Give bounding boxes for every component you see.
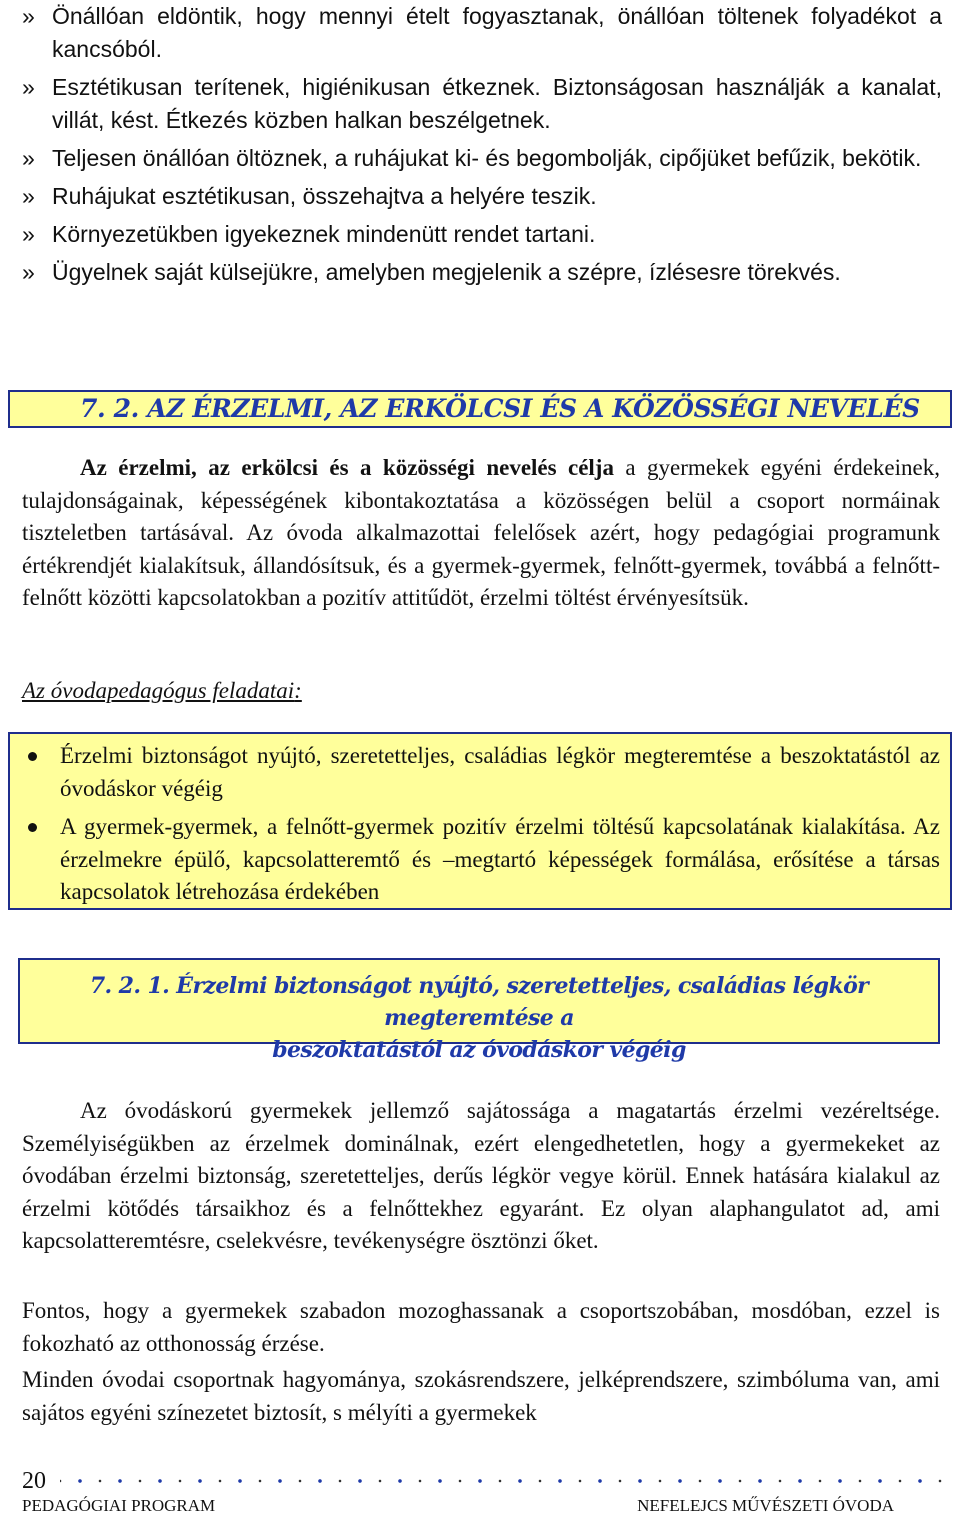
footer-right-text: NEFELEJCS MŰVÉSZETI ÓVODA xyxy=(637,1496,894,1515)
paragraph-text: Fontos, hogy a gyermekek szabadon mozoghassanak a csoportszobában, mosdóban, ezzel is fokozható az otthonosság érzése. xyxy=(22,1298,940,1356)
task-item xyxy=(24,740,940,805)
list-item-text: Ruhájukat esztétikusan, összehajtva a helyére teszik. xyxy=(52,183,597,209)
tasks-heading-text: Az óvodapedagógus feladatai xyxy=(22,678,295,703)
list-item-text: Önállóan eldöntik, hogy mennyi ételt fogyasztanak, önállóan töltenek folyadékot a kancsóból. xyxy=(52,3,942,62)
list-marker: » xyxy=(22,221,35,247)
tasks-heading xyxy=(22,678,302,704)
intro-rest: a gyermekek egyéni érdekeinek, tulajdonságainak, képességének kibontakoztatása a közösségen belül a csoport normáinak tiszteletben tartásával. Az óvoda alkalmazottai felelősek azért, hogy pedagógiai programunk értékrendjét kialakítsuk, állandósítsuk, és a gyermek-gyermek, felnőtt-gyermek, továbbá a felnőtt-felnőtt közötti kapcsolatokban a pozitív attitűdöt, érzelmi töltést érvényesítsük. xyxy=(22,455,940,610)
list-item-text: Környezetükben igyekeznek mindenütt rendet tartani. xyxy=(52,221,596,247)
task-item xyxy=(24,811,940,909)
list-item xyxy=(22,142,942,175)
body-paragraph xyxy=(22,1295,940,1360)
tasks-box xyxy=(8,732,952,910)
list-item xyxy=(22,180,942,213)
list-marker: » xyxy=(22,3,35,29)
list-marker: » xyxy=(22,183,35,209)
body-paragraph xyxy=(22,1364,940,1429)
footer-divider xyxy=(60,1478,950,1484)
page-number: 20 xyxy=(22,1468,46,1494)
bullet-dot-icon xyxy=(28,752,37,761)
top-bullet-list xyxy=(22,0,942,289)
paragraph-text: Az óvodáskorú gyermekek jellemző sajátossága a magatartás érzelmi vezéreltsége. Személyiségükben az érzelmek dominálnak, ezért elengedhetetlen, hogy a gyermekeket az óvodában érzelmi biztonság, szeretetteljes, derűs légkör vegye körül. Ennek hatására kialakul az érzelmi kötődés társaikhoz és a felnőttekhez egyaránt. Ez olyan alaphangulatot ad, ami kapcsolatteremtésre, cselekvésre, tevékenységre ösztönzi őket. xyxy=(22,1098,940,1253)
list-item xyxy=(22,256,942,289)
section-title: 7. 2. AZ ÉRZELMI, AZ ERKÖLCSI ÉS A KÖZÖSSÉGI NEVELÉS xyxy=(80,394,920,423)
list-item-text: Ügyelnek saját külsejükre, amelyben megjelenik a szépre, ízlésesre törekvés. xyxy=(52,259,841,285)
list-marker: » xyxy=(22,74,35,100)
subsection-title-line1: 7. 2. 1. Érzelmi biztonságot nyújtó, szeretetteljes, családias légkör megteremtése a xyxy=(89,973,869,1031)
bullet-dot-icon xyxy=(28,823,37,832)
section-heading-box xyxy=(8,390,952,428)
list-item xyxy=(22,0,942,66)
body-paragraph xyxy=(22,1095,940,1258)
list-item-text: Teljesen önállóan öltöznek, a ruhájukat ki- és begombolják, cipőjüket befűzik, bekötik. xyxy=(52,145,922,171)
task-item-text: Érzelmi biztonságot nyújtó, szeretetteljes, családias légkör megteremtése a beszoktatástól az óvodáskor végéig xyxy=(60,743,940,801)
list-item-text: Esztétikusan terítenek, higiénikusan étkeznek. Biztonságosan használják a kanalat, villát, kést. Étkezés közben halkan beszélgetnek. xyxy=(52,74,942,133)
subsection-title-line2: beszoktatástól az óvodáskor végéig xyxy=(272,1037,686,1063)
list-item xyxy=(22,218,942,251)
list-marker: » xyxy=(22,145,35,171)
intro-lead: Az érzelmi, az erkölcsi és a közösségi nevelés célja xyxy=(80,455,614,480)
footer-left-text: PEDAGÓGIAI PROGRAM xyxy=(22,1496,216,1515)
intro-paragraph xyxy=(22,452,940,615)
task-item-text: A gyermek-gyermek, a felnőtt-gyermek pozitív érzelmi töltésű kapcsolatának kialakítása. Az érzelmekre épülő, kapcsolatteremtő és –megtartó képességek formálása, erősítése a társas kapcsolatok létrehozása érdekében xyxy=(60,814,940,904)
paragraph-text: Minden óvodai csoportnak hagyománya, szokásrendszere, jelképrendszere, szimbóluma van, ami sajátos egyéni színezetet biztosít, s mélyíti a gyermekek xyxy=(22,1367,940,1425)
subsection-heading-box xyxy=(18,958,940,1063)
list-item xyxy=(22,71,942,137)
tasks-heading-suffix: : xyxy=(294,678,302,703)
list-marker: » xyxy=(22,259,35,285)
